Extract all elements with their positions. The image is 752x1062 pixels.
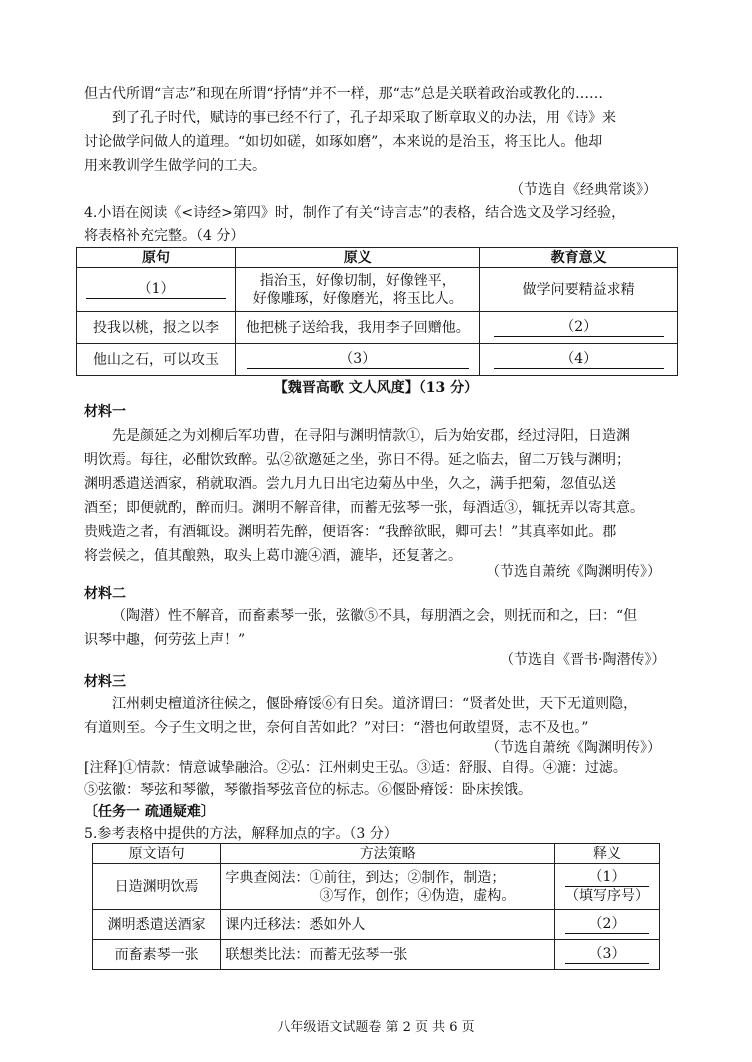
q5-r1-meaning	[555, 864, 660, 910]
q4-header-edu: 教育意义	[480, 248, 678, 268]
answer-blank-5-3[interactable]: （3）	[565, 945, 649, 964]
q5-r1-method-a: 字典查阅法：①前往，到达；②制作，制造；	[225, 869, 506, 886]
material-2-line: （陶潜）性不解音，而畜素琴一张，弦徽⑤不具，每朋酒之会，则抚而和之，曰：“但	[112, 608, 638, 624]
answer-blank-2[interactable]: （2）	[494, 318, 664, 337]
q4-r2-edu	[480, 312, 678, 344]
q4-r1-meaning-a: 指治玉，好像切制，好像锉平，	[259, 272, 456, 289]
material-2-label: 材料二	[84, 586, 126, 602]
material-3-line: 有道则至。今子生文明之世，奈何自苦如此？”对曰：“潜也何敢望贤，志不及也。”	[84, 720, 589, 736]
answer-blank-3[interactable]: （3）	[247, 350, 469, 369]
material-1-line: 渊明悉遣送酒家，稍就取酒。尝九月九日出宅边菊丛中坐，久之，满手把菊，忽值弘送	[84, 476, 616, 492]
q4-r3-edu	[480, 344, 678, 376]
q5-r2-method: 课内迁移法：悉如外人	[221, 910, 555, 940]
material-1-line: 贵贱造之者，有酒辄设。渊明若先醉，便语客：“我醉欲眠，卿可去！”其真率如此。郡	[84, 524, 617, 540]
passage-line: 讨论做学问做人的道理。“如切如磋，如琢如磨”，本来说的是治玉，将玉比人。他却	[84, 134, 603, 150]
q5-table	[92, 843, 660, 970]
material-2-line: 识琴中趣，何劳弦上声！”	[84, 632, 246, 648]
answer-blank-4[interactable]: （4）	[494, 350, 664, 369]
source-note: （节选自萧统《陶渊明传》）	[486, 740, 661, 756]
source-note: （节选自《经典常谈》）	[510, 182, 657, 198]
notes-line: [注释]①情款：情意诚挚融洽。②弘：江州刺史王弘。③适：舒服、自得。④漉：过滤。	[84, 760, 627, 776]
answer-blank-1[interactable]: （1）	[86, 280, 226, 299]
q5-r1-method-b: ③写作，创作；④伪造，虚构。	[319, 887, 516, 904]
q4-r1-edu: 做学问要精益求精	[480, 268, 678, 312]
question-4-cont: 将表格补充完整。（4 分）	[84, 228, 245, 244]
page-footer: 八年级语文试题卷 第 2 页 共 6 页	[277, 1020, 475, 1035]
q4-header-orig: 原句	[77, 248, 236, 268]
q5-r3-method: 联想类比法：而蓄无弦琴一张	[221, 940, 555, 970]
q4-r3-meaning	[236, 344, 480, 376]
question-5: 5.参考表格中提供的方法，解释加点的字。（3 分）	[84, 826, 398, 842]
q5-r3-meaning	[555, 940, 660, 970]
source-note: （节选自《晋书·陶潜传》）	[500, 652, 666, 668]
passage-line: 但古代所谓“言志”和现在所谓“抒情”并不一样，那“志”总是关联着政治或教化的……	[84, 86, 603, 102]
material-3-label: 材料三	[84, 674, 126, 690]
q5-r1-hint: （填写序号）	[565, 888, 650, 904]
answer-blank-5-1[interactable]: （1）	[565, 868, 649, 887]
section-title: 【魏晋高歌 文人风度】（13 分）	[273, 380, 479, 396]
material-1-line: 酒至；即便就酌，醉而归。渊明不解音律，而蓄无弦琴一张，每酒适③，辄抚弄以寄其意。	[84, 500, 644, 516]
q5-r2-meaning	[555, 910, 660, 940]
material-1-line: 明饮焉。每往，必酣饮致醉。弘②欲邀延之坐，弥日不得。延之临去，留二万钱与渊明；	[84, 452, 630, 468]
q4-r2-orig: 投我以桃，报之以李	[77, 312, 236, 344]
q4-r2-meaning: 他把桃子送给我，我用李子回赠他。	[236, 312, 480, 344]
source-note: （节选自萧统《陶渊明传》）	[486, 564, 661, 580]
q4-r1-orig	[77, 268, 236, 312]
question-4: 4.小语在阅读《<诗经>第四》时，制作了有关“诗言志”的表格，结合选文及学习经验，	[84, 205, 626, 221]
answer-blank-5-2[interactable]: （2）	[565, 915, 649, 934]
q5-r1-method	[221, 864, 555, 910]
q5-header-method: 方法策略	[221, 844, 555, 864]
q4-header-meaning: 原义	[236, 248, 480, 268]
q5-r2-orig: 渊明悉遣送酒家	[93, 910, 221, 940]
task-1-title: 〔任务一 疏通疑难〕	[84, 804, 215, 820]
material-3-line: 江州刺史檀道济往候之，偃卧瘠馁⑥有日矣。道济谓曰：“贤者处世，天下无道则隐，	[112, 696, 638, 712]
q4-r1-meaning	[236, 268, 480, 312]
q4-table	[76, 247, 678, 376]
notes-line: ⑤弦徽：琴弦和琴徽，琴徽指琴弦音位的标志。⑥偃卧瘠馁：卧床挨饿。	[84, 782, 532, 798]
q5-header-orig: 原文语句	[93, 844, 221, 864]
q5-header-meaning: 释义	[555, 844, 660, 864]
q4-r1-meaning-b: 好像雕琢，好像磨光，将玉比人。	[252, 290, 463, 307]
material-1-line: 先是颜延之为刘柳后军功曹，在寻阳与渊明情款①，后为始安郡，经过浔阳，日造渊	[112, 428, 630, 444]
q5-r3-orig: 而畜素琴一张	[93, 940, 221, 970]
q5-r1-orig: 日造渊明饮焉	[93, 864, 221, 910]
passage-line: 到了孔子时代，赋诗的事已经不行了，孔子却采取了断章取义的办法，用《诗》来	[112, 110, 616, 126]
passage-line: 用来教训学生做学问的工夫。	[84, 158, 266, 174]
material-1-label: 材料一	[84, 404, 126, 420]
material-1-line: 将尝候之，值其酿熟，取头上葛巾漉④酒，漉毕，还复著之。	[84, 548, 462, 564]
q4-r3-orig: 他山之石，可以攻玉	[77, 344, 236, 376]
